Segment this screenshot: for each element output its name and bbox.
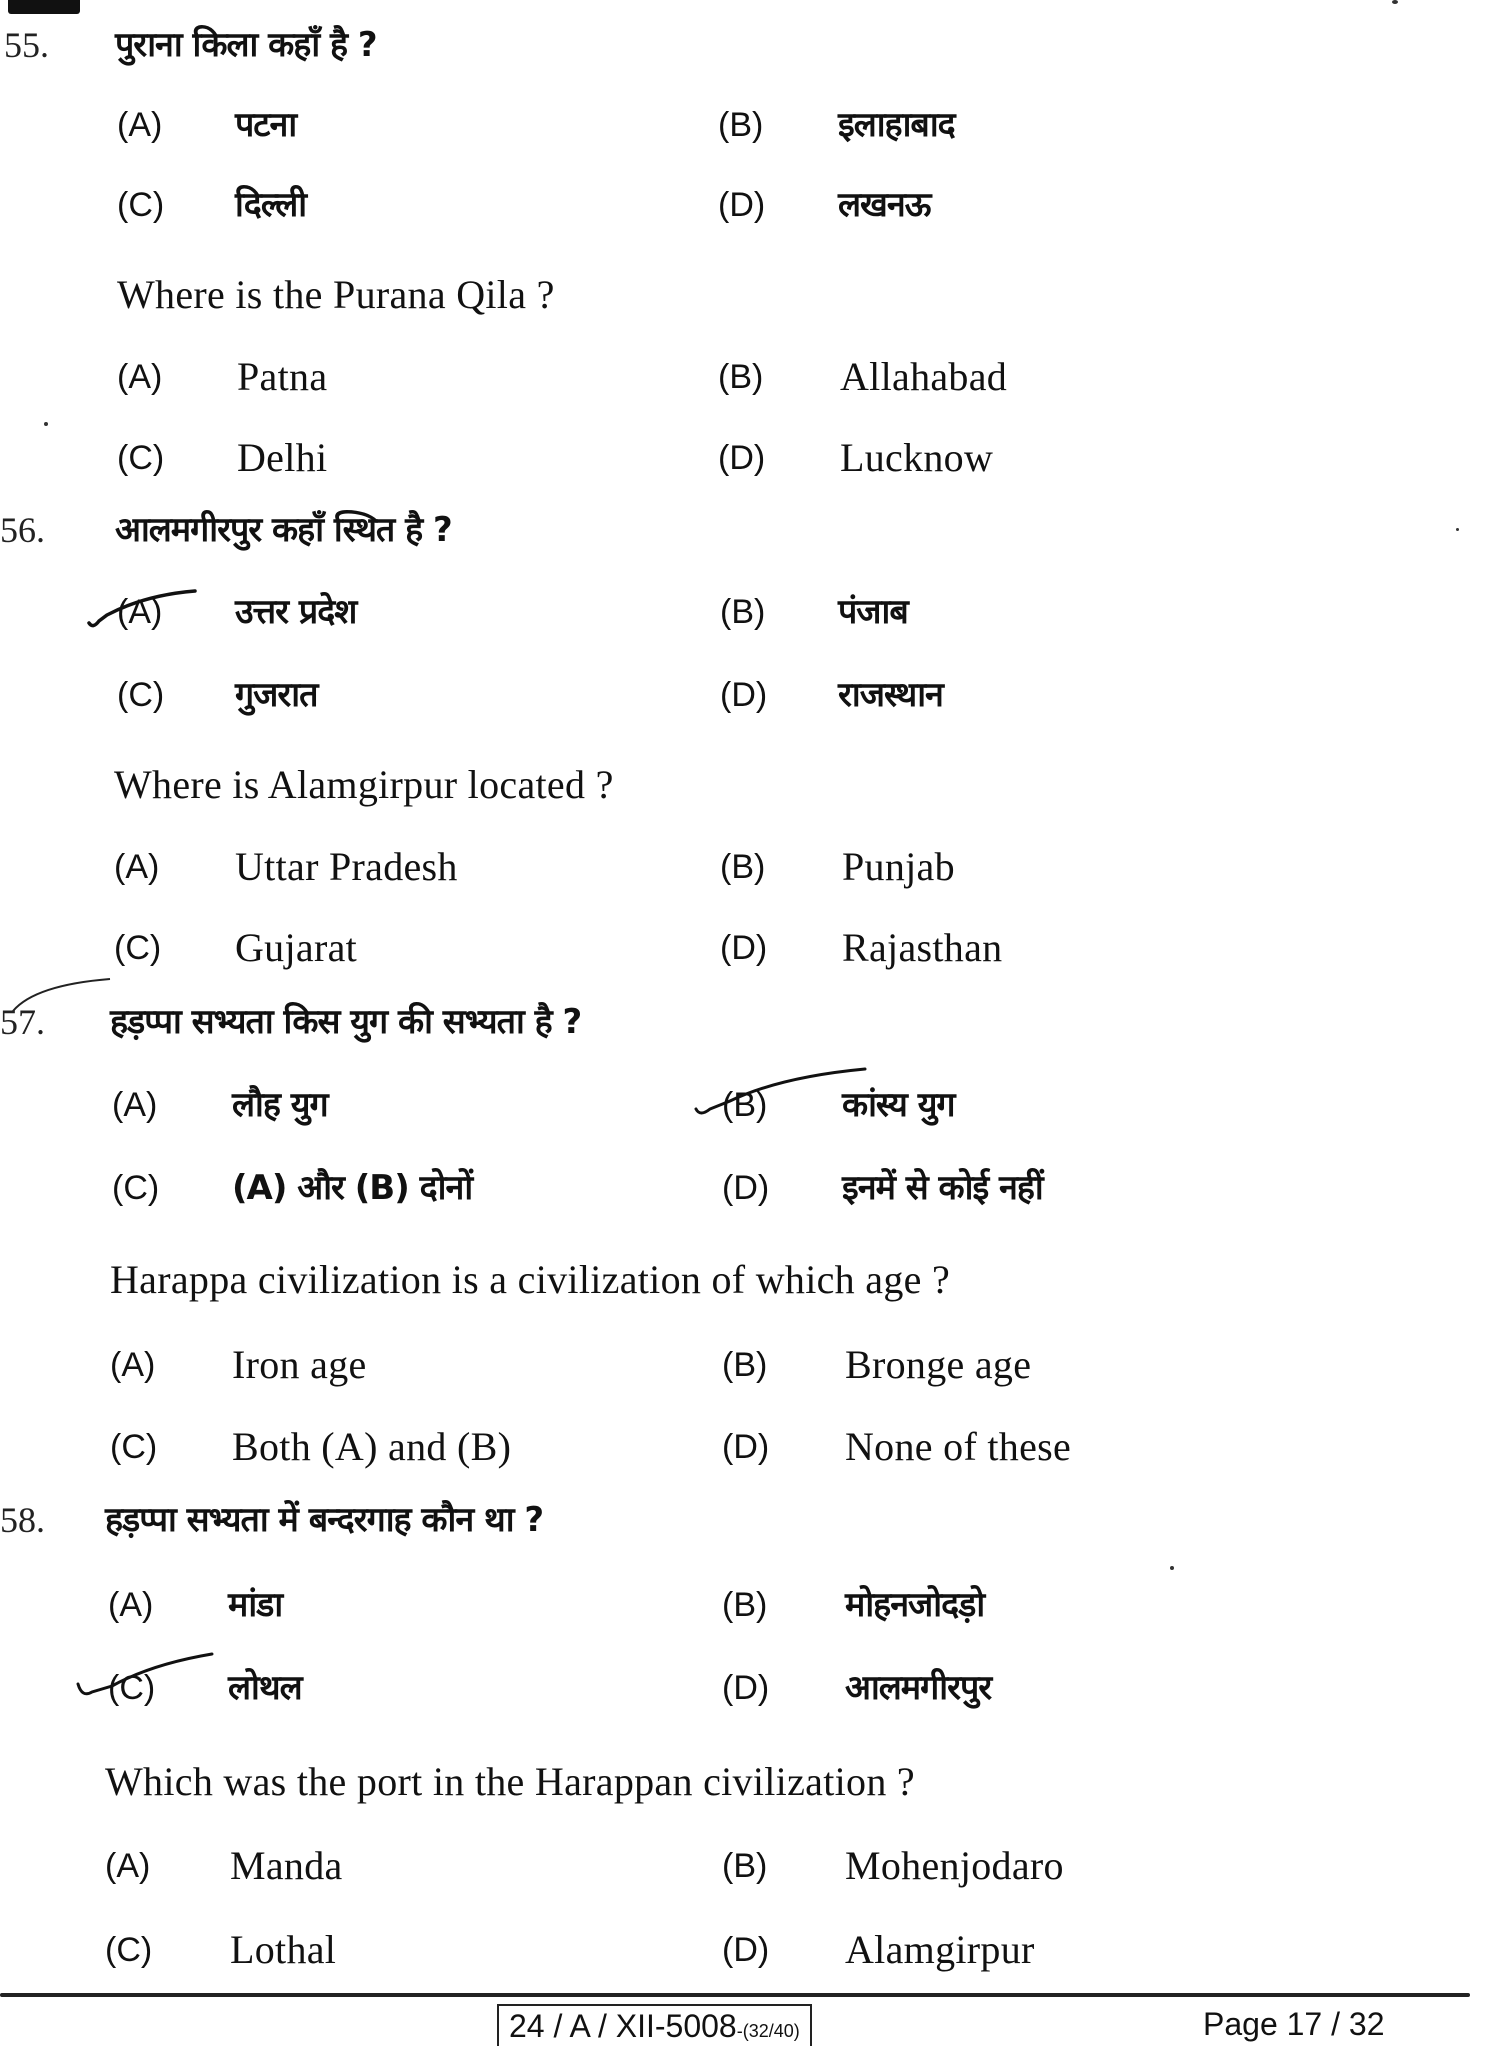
- option-text: मोहनजोदड़ो: [845, 1585, 985, 1625]
- question-56-english-options-cd: [0, 918, 1505, 978]
- option-text: लौह युग: [232, 1085, 328, 1125]
- question-stem-english: Where is Alamgirpur located ?: [114, 762, 614, 807]
- option-text: Allahabad: [840, 354, 1008, 399]
- option-text: Uttar Pradesh: [235, 844, 458, 889]
- option-text: Lucknow: [840, 435, 994, 480]
- question-57-hindi-options-ab: [0, 1075, 1505, 1135]
- question-55-hindi-stem-row: [0, 15, 1505, 75]
- option-label: (D): [722, 1669, 770, 1707]
- option-label: (B): [722, 1586, 768, 1624]
- option-text: Gujarat: [235, 925, 358, 970]
- option-label: (B): [720, 848, 766, 886]
- option-label: (A): [110, 1346, 156, 1384]
- question-stem-hindi: आलमगीरपुर कहाँ स्थित है ?: [115, 510, 452, 550]
- option-label: (B): [722, 1346, 768, 1384]
- question-56-hindi-options-ab: [0, 582, 1505, 642]
- option-label: (B): [718, 358, 764, 396]
- option-label: (C): [114, 929, 162, 967]
- option-label: (A): [117, 358, 163, 396]
- question-stem-hindi: पुराना किला कहाँ है ?: [115, 25, 377, 65]
- option-label: (C): [110, 1428, 158, 1466]
- option-text: उत्तर प्रदेश: [235, 592, 357, 632]
- option-label: (A): [108, 1586, 154, 1624]
- question-stem-hindi: हड़प्पा सभ्यता किस युग की सभ्यता है ?: [110, 1002, 582, 1042]
- paper-code: 24 / A / XII-5008: [509, 2008, 737, 2044]
- question-58-hindi-options-cd: [0, 1658, 1505, 1718]
- option-label: (A): [105, 1847, 151, 1885]
- option-text: Alamgirpur: [845, 1927, 1035, 1972]
- option-label: (D): [722, 1428, 770, 1466]
- option-label: (D): [722, 1931, 770, 1969]
- option-text: पंजाब: [838, 592, 908, 632]
- scan-corner-mark: [8, 0, 80, 14]
- option-text: Manda: [230, 1843, 343, 1888]
- option-text: Patna: [237, 354, 328, 399]
- question-56-hindi-options-cd: [0, 665, 1505, 725]
- question-55-english-stem-row: [0, 265, 1505, 325]
- option-text: कांस्य युग: [842, 1085, 955, 1125]
- scan-speck: [1392, 0, 1398, 4]
- page-number: Page 17 / 32: [1203, 2006, 1385, 2042]
- option-text: राजस्थान: [838, 675, 943, 715]
- paper-code-suffix: -(32/40): [736, 2021, 800, 2041]
- question-55-english-options-ab: [0, 347, 1505, 407]
- option-label: (D): [718, 439, 766, 477]
- option-label: (C): [117, 186, 165, 224]
- option-label: (C): [108, 1669, 156, 1707]
- option-label: (D): [718, 186, 766, 224]
- option-text: गुजरात: [235, 675, 318, 715]
- option-label: (B): [722, 1847, 768, 1885]
- option-text: पटना: [235, 105, 297, 145]
- question-58-hindi-stem-row: [0, 1490, 1505, 1550]
- question-58-english-options-cd: [0, 1920, 1505, 1980]
- option-label: (A): [112, 1086, 158, 1124]
- paper-code-box: [497, 2004, 812, 2046]
- option-text: इलाहाबाद: [838, 105, 955, 145]
- question-number: 55.: [4, 25, 49, 65]
- question-57-hindi-options-cd: [0, 1158, 1505, 1218]
- option-text: लखनऊ: [838, 185, 931, 225]
- option-label: (D): [722, 1169, 770, 1207]
- question-number: 57.: [0, 1002, 45, 1042]
- question-56-hindi-stem-row: [0, 500, 1505, 560]
- question-stem-english: Which was the port in the Harappan civilization ?: [105, 1759, 915, 1804]
- option-text: Delhi: [237, 435, 328, 480]
- option-label: (D): [720, 929, 768, 967]
- question-55-hindi-options-ab: [0, 95, 1505, 155]
- option-text: Lothal: [230, 1927, 337, 1972]
- footer-divider: [0, 1993, 1470, 1997]
- question-57-hindi-stem-row: [0, 992, 1505, 1052]
- option-text: लोथल: [228, 1668, 302, 1708]
- option-label: (D): [720, 676, 768, 714]
- scan-speck: [1170, 1566, 1174, 1570]
- question-58-english-options-ab: [0, 1836, 1505, 1896]
- option-label: (B): [722, 1086, 768, 1124]
- option-text: Both (A) and (B): [232, 1424, 512, 1469]
- option-text: Rajasthan: [842, 925, 1003, 970]
- option-text: Iron age: [232, 1342, 367, 1387]
- question-58-hindi-options-ab: [0, 1575, 1505, 1635]
- question-55-english-options-cd: [0, 428, 1505, 488]
- scan-speck: [44, 422, 48, 426]
- option-label: (C): [112, 1169, 160, 1207]
- question-55-hindi-options-cd: [0, 175, 1505, 235]
- option-label: (C): [117, 676, 165, 714]
- option-text: इनमें से कोई नहीं: [842, 1168, 1043, 1208]
- option-text: (A) और (B) दोनों: [232, 1168, 473, 1208]
- scan-speck: [1456, 528, 1459, 531]
- question-56-english-stem-row: [0, 755, 1505, 815]
- option-label: (B): [718, 106, 764, 144]
- question-58-english-stem-row: [0, 1752, 1505, 1812]
- option-label: (B): [720, 593, 766, 631]
- option-label: (C): [117, 439, 165, 477]
- option-text: आलमगीरपुर: [845, 1668, 992, 1708]
- option-text: दिल्ली: [235, 185, 307, 225]
- question-stem-english: Where is the Purana Qila ?: [117, 272, 555, 317]
- option-text: None of these: [845, 1424, 1072, 1469]
- question-stem-hindi: हड़प्पा सभ्यता में बन्दरगाह कौन था ?: [105, 1500, 544, 1540]
- question-stem-english: Harappa civilization is a civilization of which age ?: [110, 1257, 951, 1302]
- question-57-english-stem-row: [0, 1250, 1505, 1310]
- option-label: (A): [117, 593, 163, 631]
- option-text: Punjab: [842, 844, 955, 889]
- option-label: (C): [105, 1931, 153, 1969]
- question-57-english-options-ab: [0, 1335, 1505, 1395]
- question-number: 58.: [0, 1500, 45, 1540]
- question-56-english-options-ab: [0, 837, 1505, 897]
- option-text: मांडा: [228, 1585, 283, 1625]
- option-text: Mohenjodaro: [845, 1843, 1064, 1888]
- option-label: (A): [114, 848, 160, 886]
- option-label: (A): [117, 106, 163, 144]
- option-text: Bronge age: [845, 1342, 1032, 1387]
- question-number: 56.: [0, 510, 45, 550]
- question-57-english-options-cd: [0, 1417, 1505, 1477]
